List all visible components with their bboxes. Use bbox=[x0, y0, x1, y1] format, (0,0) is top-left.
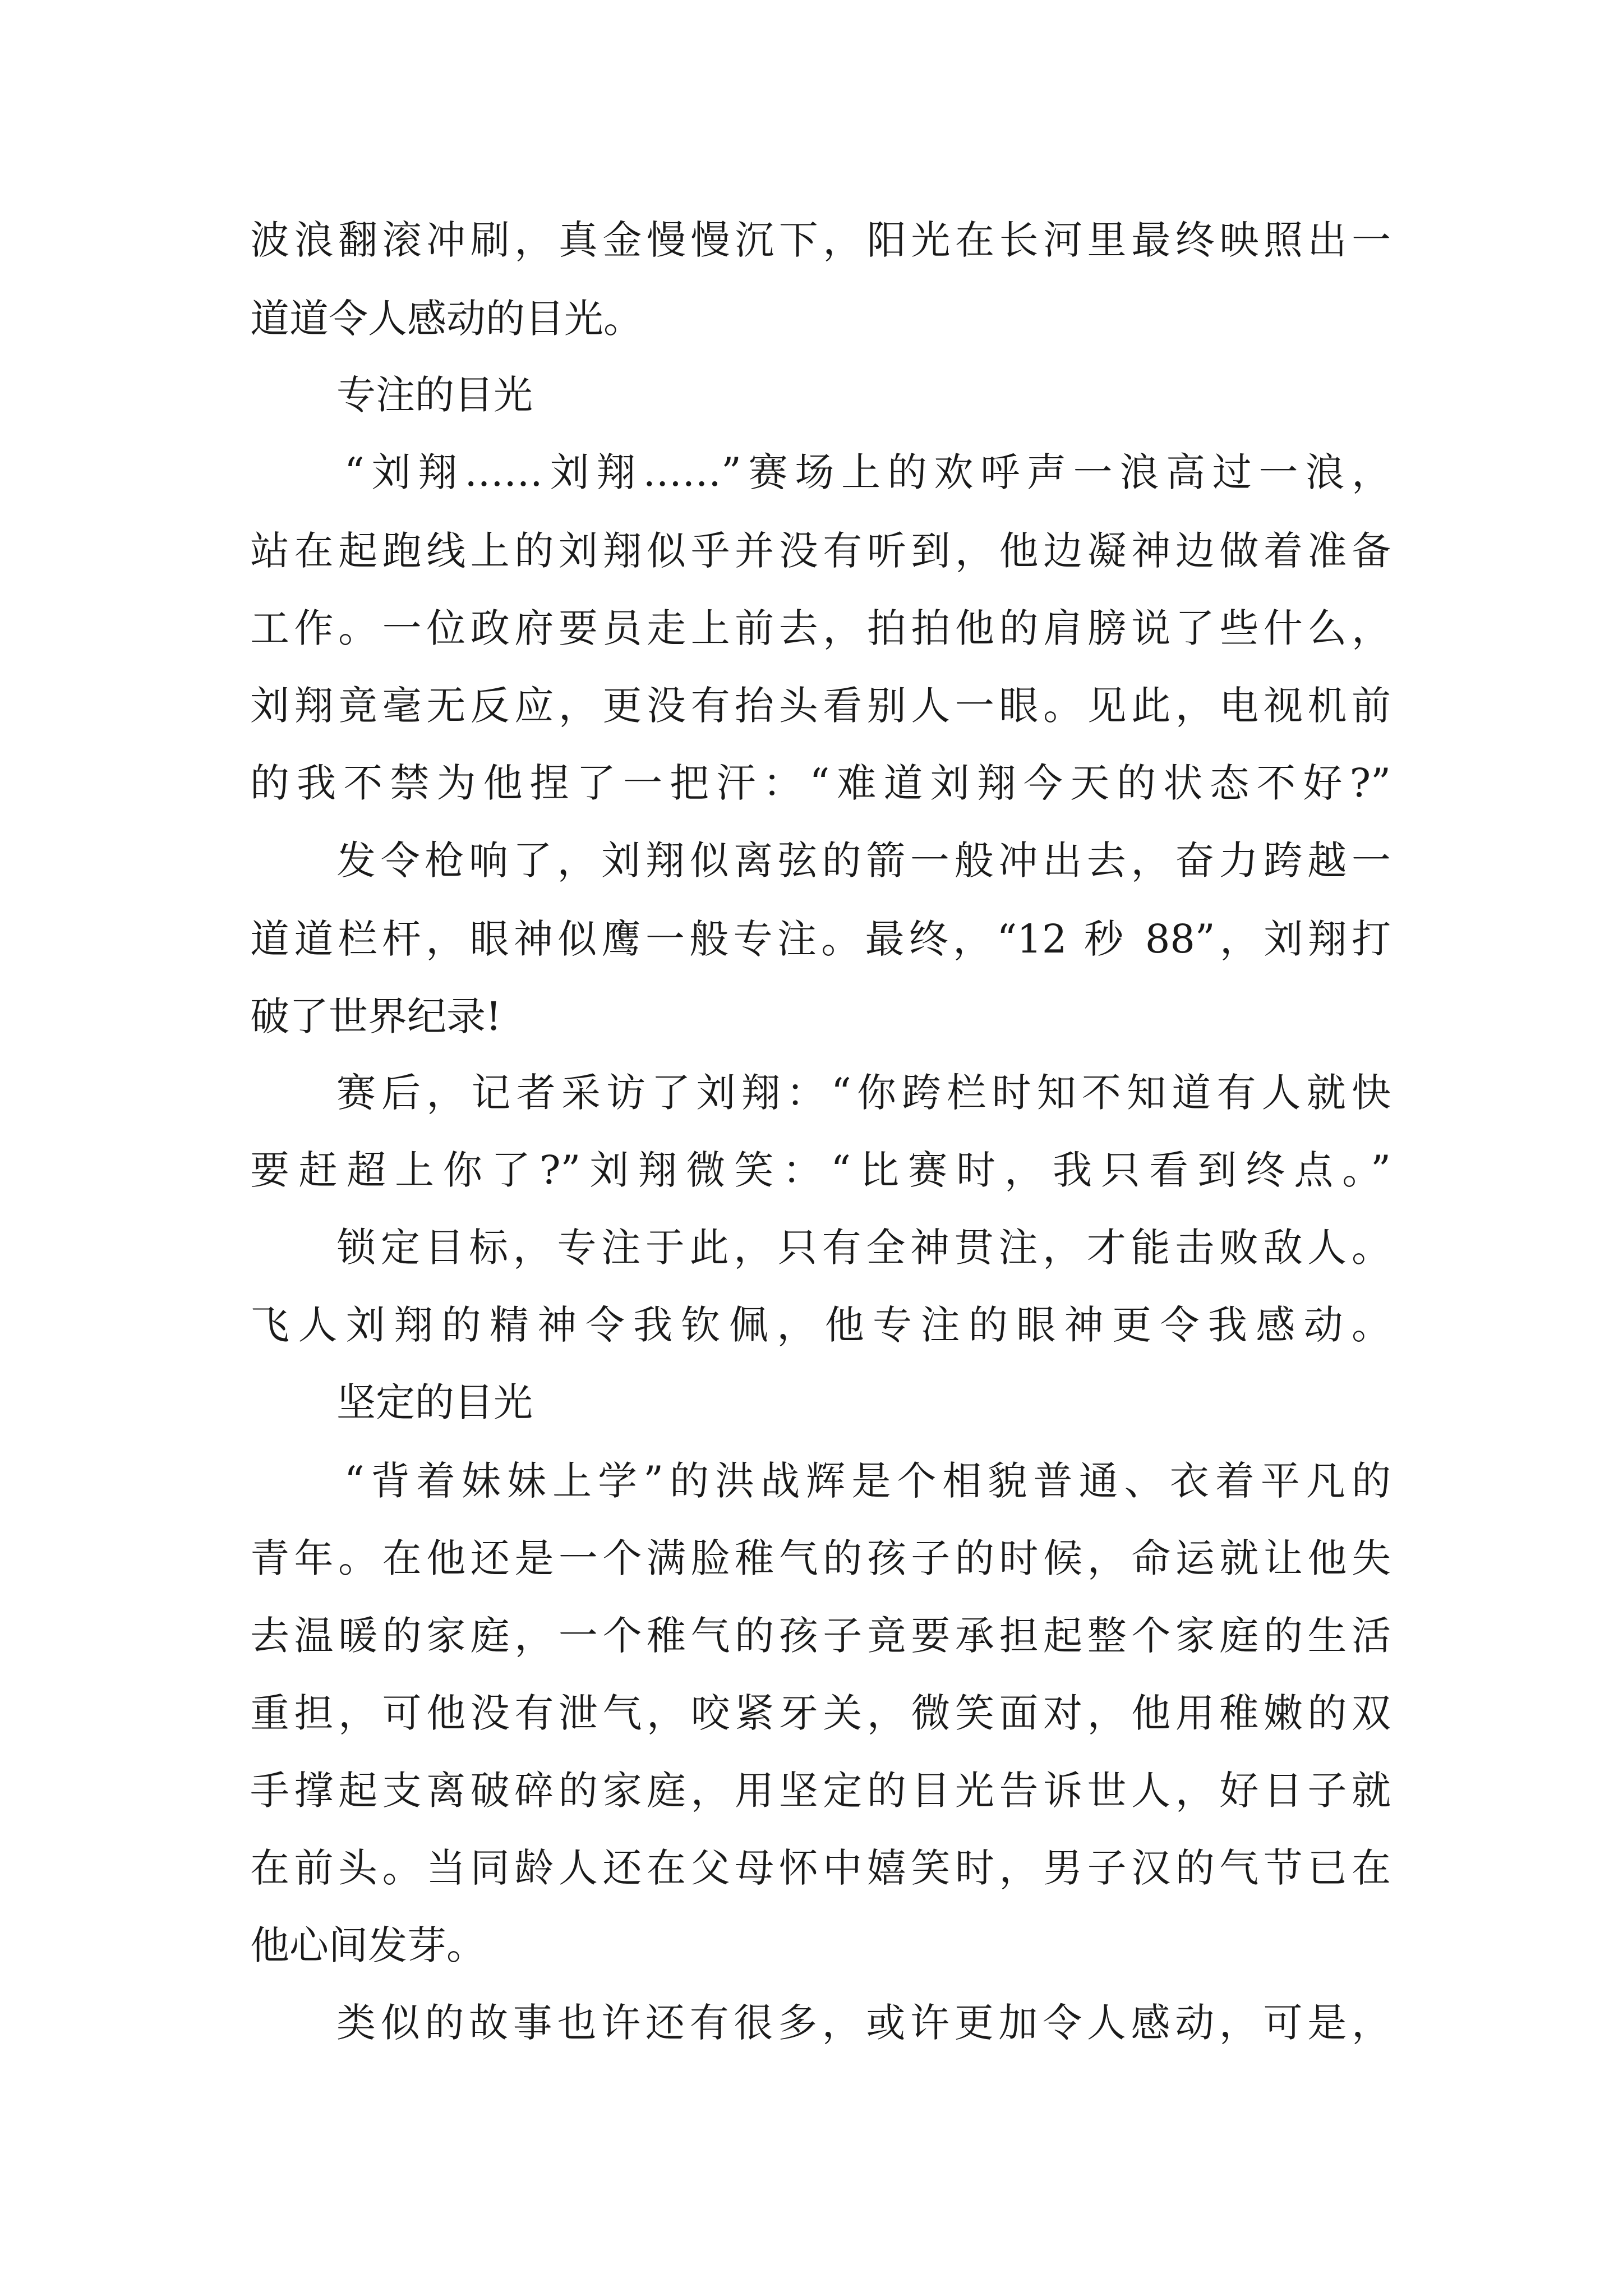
text-line: 站在起跑线上的刘翔似乎并没有听到，他边凝神边做着准备 bbox=[250, 528, 1391, 574]
text-line: 重担，可他没有泄气，咬紧牙关，微笑面对，他用稚嫩的双 bbox=[250, 1690, 1391, 1736]
text-line: 去温暖的家庭，一个稚气的孩子竟要承担起整个家庭的生活 bbox=[250, 1613, 1391, 1659]
text-line: 赛后，记者采访了刘翔：“你跨栏时知不知道有人就快 bbox=[336, 1070, 1391, 1116]
text-line: “背着妹妹上学”的洪战辉是个相貌普通、衣着平凡的 bbox=[344, 1458, 1391, 1504]
text-line: 的我不禁为他捏了一把汗：“难道刘翔今天的状态不好?” bbox=[250, 760, 1391, 806]
text-line: 他心间发芽。 bbox=[250, 1922, 486, 1968]
text-line: “刘翔……刘翔……”赛场上的欢呼声一浪高过一浪， bbox=[344, 449, 1391, 495]
text-line: 工作。一位政府要员走上前去，拍拍他的肩膀说了些什么， bbox=[250, 605, 1391, 651]
text-line: 飞人刘翔的精神令我钦佩，他专注的眼神更令我感动。 bbox=[250, 1302, 1391, 1348]
text-line: 锁定目标，专注于此，只有全神贯注，才能击败敌人。 bbox=[336, 1225, 1391, 1271]
text-line: 刘翔竟毫无反应，更没有抬头看别人一眼。见此，电视机前 bbox=[250, 683, 1391, 729]
section-heading: 专注的目光 bbox=[336, 372, 533, 418]
text-line: 破了世界纪录! bbox=[250, 993, 502, 1039]
text-line: 发令枪响了，刘翔似离弦的箭一般冲出去，奋力跨越一 bbox=[336, 838, 1391, 884]
text-line: 青年。在他还是一个满脸稚气的孩子的时候，命运就让他失 bbox=[250, 1535, 1391, 1581]
text-line: 类似的故事也许还有很多，或许更加令人感动，可是， bbox=[336, 2000, 1391, 2046]
text-line: 道道令人感动的目光。 bbox=[250, 296, 643, 342]
section-heading: 坚定的目光 bbox=[336, 1379, 533, 1425]
text-line: 波浪翻滚冲刷，真金慢慢沉下，阳光在长河里最终映照出一 bbox=[250, 217, 1391, 263]
text-line: 要赶超上你了?”刘翔微笑：“比赛时，我只看到终点。” bbox=[250, 1147, 1391, 1193]
text-line: 道道栏杆，眼神似鹰一般专注。最终，“12 秒 88”，刘翔打 bbox=[250, 916, 1391, 962]
text-line: 在前头。当同龄人还在父母怀中嬉笑时，男子汉的气节已在 bbox=[250, 1845, 1391, 1891]
text-line: 手撑起支离破碎的家庭，用坚定的目光告诉世人，好日子就 bbox=[250, 1768, 1391, 1814]
